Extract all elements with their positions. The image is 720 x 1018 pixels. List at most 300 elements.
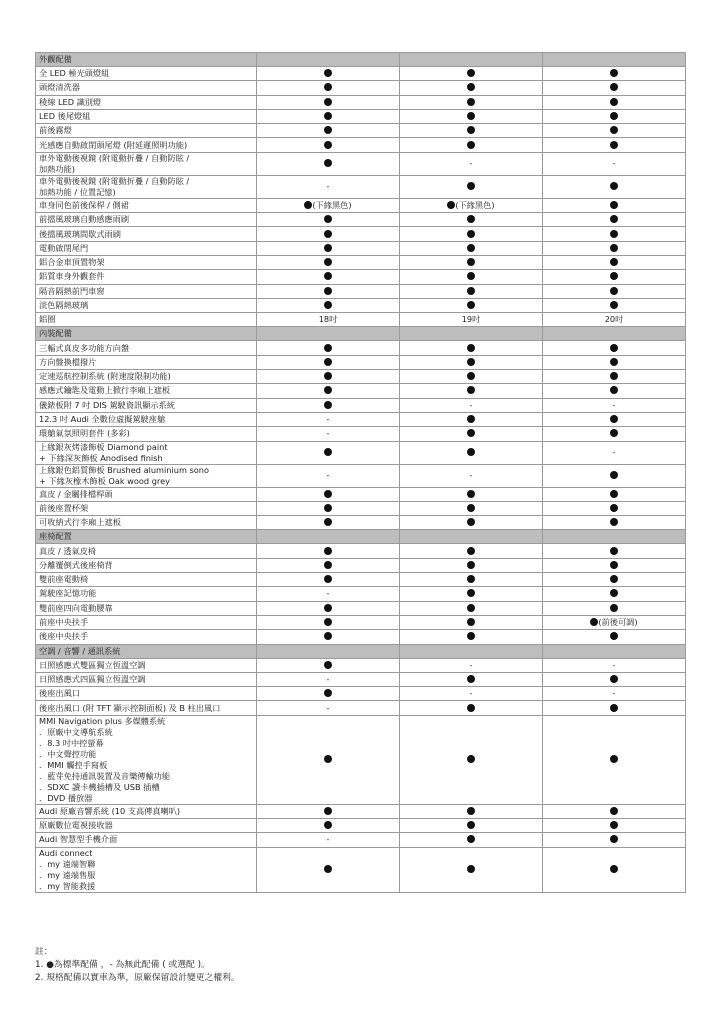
standard-dot-icon <box>324 244 332 252</box>
trim-value-cell <box>257 255 400 269</box>
feature-label: 車身同色前後保桿 / 側裙 <box>36 198 257 212</box>
trim-value-cell <box>257 833 400 847</box>
section-header-cell <box>543 53 686 67</box>
trim-value-cell <box>257 175 400 198</box>
standard-dot-icon <box>610 126 618 134</box>
standard-dot-icon <box>467 83 475 91</box>
section-header-row <box>36 53 686 67</box>
table-row <box>36 630 686 644</box>
standard-dot-icon <box>467 835 475 843</box>
trim-value-cell <box>400 255 543 269</box>
section-header-cell <box>400 530 543 544</box>
standard-dot-icon <box>610 69 618 77</box>
value-text: 18吋 <box>318 314 338 325</box>
feature-label: 日照感應式雙區獨立恆溫空調 <box>36 658 257 672</box>
value-text: 19吋 <box>461 314 481 325</box>
standard-dot-icon <box>467 141 475 149</box>
feature-label: 電動啟閉尾門 <box>36 241 257 255</box>
trim-value-cell <box>400 95 543 109</box>
trim-value-cell <box>543 109 686 123</box>
standard-dot-icon <box>467 821 475 829</box>
section-header-row <box>36 327 686 341</box>
trim-value-cell <box>400 587 543 601</box>
standard-dot-icon <box>324 344 332 352</box>
trim-value-cell <box>543 138 686 152</box>
feature-label: 儀錶板附 7 吋 DIS 駕駛資訊顯示系統 <box>36 398 257 412</box>
feature-label: 後擋風玻璃間歇式雨刷 <box>36 227 257 241</box>
trim-value-cell <box>543 67 686 81</box>
standard-dot-icon <box>467 504 475 512</box>
standard-dot-icon <box>324 504 332 512</box>
spec-table <box>35 52 686 893</box>
trim-value-cell <box>257 501 400 515</box>
table-row <box>36 255 686 269</box>
trim-value-cell <box>257 341 400 355</box>
standard-dot-icon <box>467 561 475 569</box>
trim-value-cell <box>400 124 543 138</box>
standard-dot-icon <box>467 69 475 77</box>
standard-dot-icon <box>467 518 475 526</box>
not-available-mark: - <box>469 660 473 670</box>
standard-dot-icon <box>467 182 475 190</box>
section-header-cell <box>400 327 543 341</box>
standard-dot-icon <box>467 258 475 266</box>
section-header-cell <box>257 53 400 67</box>
trim-value-cell <box>543 847 686 892</box>
standard-dot-icon <box>467 547 475 555</box>
standard-dot-icon <box>467 704 475 712</box>
feature-label: 光感應自動啟閉頭尾燈 (附延遲照明功能) <box>36 138 257 152</box>
standard-dot-icon <box>610 518 618 526</box>
not-available-mark: - <box>326 471 330 481</box>
feature-label: 雙前座電動椅 <box>36 573 257 587</box>
feature-label: 分離覆倒式後座椅背 <box>36 558 257 572</box>
trim-value-cell <box>543 124 686 138</box>
trim-value-cell <box>400 298 543 312</box>
trim-value-cell <box>543 818 686 832</box>
not-available-mark: - <box>469 471 473 481</box>
trim-value-cell <box>400 109 543 123</box>
feature-label: 方向盤換檔撥片 <box>36 355 257 369</box>
trim-value-cell <box>543 833 686 847</box>
standard-dot-icon <box>610 182 618 190</box>
trim-value-cell <box>400 284 543 298</box>
feature-label: 駕駛座記憶功能 <box>36 587 257 601</box>
trim-value-cell <box>257 672 400 686</box>
trim-value-cell <box>257 270 400 284</box>
trim-value-cell <box>543 255 686 269</box>
trim-value-cell <box>257 630 400 644</box>
trim-value-cell <box>257 109 400 123</box>
trim-value-cell <box>543 658 686 672</box>
feature-label: 車外電動後視鏡 (附電動折疊 / 自動防眩 / 加熱功能) <box>36 152 257 175</box>
trim-value-cell <box>543 715 686 804</box>
standard-dot-icon <box>610 604 618 612</box>
standard-dot-icon <box>610 490 618 498</box>
feature-label: 感應式鑰匙及電動上掀行李廂上遮板 <box>36 384 257 398</box>
standard-dot-icon <box>610 575 618 583</box>
feature-label: 日照感應式四區獨立恆溫空調 <box>36 672 257 686</box>
standard-dot-icon <box>467 429 475 437</box>
table-row <box>36 152 686 175</box>
standard-dot-icon <box>610 865 618 873</box>
standard-dot-icon <box>324 98 332 106</box>
feature-label: Audi connect ．my 遠端智聯 ．my 遠端售服 ．my 智能救援 <box>36 847 257 892</box>
trim-value-cell <box>400 67 543 81</box>
trim-value-cell <box>543 95 686 109</box>
table-row <box>36 658 686 672</box>
trim-value-cell <box>257 152 400 175</box>
standard-dot-icon <box>610 230 618 238</box>
table-row <box>36 701 686 715</box>
section-header-cell <box>543 327 686 341</box>
value-note: (下緣黑色) <box>312 199 352 210</box>
trim-value-cell <box>257 427 400 441</box>
not-available-mark: - <box>326 703 330 713</box>
table-row <box>36 81 686 95</box>
trim-value-cell <box>400 601 543 615</box>
feature-label: 可收納式行李廂上遮板 <box>36 516 257 530</box>
value-note: (前後可調) <box>598 617 638 628</box>
table-row <box>36 284 686 298</box>
trim-value-cell <box>543 227 686 241</box>
trim-value-cell <box>400 558 543 572</box>
feature-label: 後座出風口 <box>36 687 257 701</box>
trim-value-cell <box>400 384 543 398</box>
trim-value-cell <box>400 227 543 241</box>
standard-dot-icon <box>467 112 475 120</box>
trim-value-cell <box>543 573 686 587</box>
standard-dot-icon <box>324 490 332 498</box>
trim-value-cell <box>400 341 543 355</box>
not-available-mark: - <box>469 159 473 169</box>
section-header-cell <box>543 644 686 658</box>
trim-value-cell <box>400 427 543 441</box>
standard-dot-icon <box>324 159 332 167</box>
table-row <box>36 715 686 804</box>
trim-value-cell <box>400 398 543 412</box>
standard-dot-icon <box>467 244 475 252</box>
trim-value-cell <box>257 818 400 832</box>
trim-value-cell <box>257 198 400 212</box>
trim-value-cell <box>543 487 686 501</box>
trim-value-cell <box>543 558 686 572</box>
trim-value-cell <box>257 587 400 601</box>
standard-dot-icon <box>324 301 332 309</box>
table-row <box>36 487 686 501</box>
standard-dot-icon <box>467 415 475 423</box>
trim-value-cell <box>400 658 543 672</box>
feature-label: 前後座置杯架 <box>36 501 257 515</box>
table-row <box>36 227 686 241</box>
section-title: 內裝配備 <box>36 327 257 341</box>
not-available-mark: - <box>326 589 330 599</box>
trim-value-cell <box>257 715 400 804</box>
table-row <box>36 175 686 198</box>
standard-dot-icon <box>324 547 332 555</box>
trim-value-cell <box>257 370 400 384</box>
standard-dot-icon <box>324 272 332 280</box>
standard-dot-icon <box>324 358 332 366</box>
table-row <box>36 355 686 369</box>
feature-label: 12.3 吋 Audi 全數位虛擬駕駛座艙 <box>36 412 257 426</box>
table-row <box>36 298 686 312</box>
standard-dot-icon <box>610 589 618 597</box>
standard-dot-icon <box>610 287 618 295</box>
trim-value-cell <box>400 487 543 501</box>
table-row <box>36 427 686 441</box>
trim-value-cell <box>400 175 543 198</box>
standard-dot-icon <box>610 675 618 683</box>
standard-dot-icon <box>467 126 475 134</box>
standard-dot-icon <box>610 301 618 309</box>
standard-dot-icon <box>467 675 475 683</box>
standard-dot-icon <box>610 415 618 423</box>
feature-label: 前擋風玻璃自動感應雨刷 <box>36 213 257 227</box>
standard-dot-icon <box>324 287 332 295</box>
trim-value-cell <box>257 313 400 327</box>
trim-value-cell <box>400 441 543 464</box>
trim-value-cell <box>543 672 686 686</box>
section-header-cell <box>543 530 686 544</box>
standard-dot-icon <box>324 561 332 569</box>
not-available-mark: - <box>612 689 616 699</box>
trim-value-cell <box>543 464 686 487</box>
table-row <box>36 412 686 426</box>
footnote-heading: 註： <box>35 947 53 957</box>
trim-value-cell <box>400 544 543 558</box>
trim-value-cell <box>400 412 543 426</box>
standard-dot-icon <box>610 112 618 120</box>
trim-value-cell <box>400 270 543 284</box>
not-available-mark: - <box>612 660 616 670</box>
trim-value-cell <box>543 544 686 558</box>
trim-value-cell <box>400 370 543 384</box>
standard-dot-icon <box>324 755 332 763</box>
feature-label: Audi 原廠音響系統 (10 支高傳真喇叭) <box>36 804 257 818</box>
section-header-row <box>36 530 686 544</box>
feature-label: 頭燈清洗器 <box>36 81 257 95</box>
trim-value-cell <box>543 384 686 398</box>
trim-value-cell <box>400 313 543 327</box>
trim-value-cell <box>400 715 543 804</box>
trim-value-cell <box>257 687 400 701</box>
section-header-cell <box>257 530 400 544</box>
standard-dot-icon <box>610 547 618 555</box>
trim-value-cell <box>543 701 686 715</box>
table-row <box>36 847 686 892</box>
section-header-cell <box>400 644 543 658</box>
trim-value-cell <box>257 67 400 81</box>
standard-dot-icon <box>324 821 332 829</box>
trim-value-cell <box>257 487 400 501</box>
standard-dot-icon <box>610 429 618 437</box>
section-header-cell <box>257 327 400 341</box>
standard-dot-icon <box>467 372 475 380</box>
feature-label: 鋁質車身外觀套件 <box>36 270 257 284</box>
standard-dot-icon <box>324 372 332 380</box>
trim-value-cell <box>257 213 400 227</box>
standard-dot-icon <box>610 504 618 512</box>
trim-value-cell <box>543 370 686 384</box>
trim-value-cell <box>400 687 543 701</box>
feature-label: 三輻式真皮多功能方向盤 <box>36 341 257 355</box>
not-available-mark: - <box>326 674 330 684</box>
trim-value-cell <box>543 587 686 601</box>
trim-value-cell <box>543 213 686 227</box>
feature-label: 上緣銀色鋁質飾板 Brushed aluminium sono + 下緣灰橡木飾板 Oak wood grey <box>36 464 257 487</box>
trim-value-cell <box>543 298 686 312</box>
table-row <box>36 370 686 384</box>
standard-dot-icon <box>467 344 475 352</box>
feature-label: 全 LED 極光頭燈組 <box>36 67 257 81</box>
table-row <box>36 313 686 327</box>
table-row <box>36 213 686 227</box>
trim-value-cell <box>543 341 686 355</box>
trim-value-cell <box>400 501 543 515</box>
feature-label: 淡色隔熱玻璃 <box>36 298 257 312</box>
standard-dot-icon <box>324 141 332 149</box>
standard-dot-icon <box>610 141 618 149</box>
standard-dot-icon <box>610 835 618 843</box>
trim-value-cell <box>257 441 400 464</box>
table-row <box>36 464 686 487</box>
standard-dot-icon <box>324 807 332 815</box>
feature-label: 原廠數位電視接收器 <box>36 818 257 832</box>
table-row <box>36 95 686 109</box>
standard-dot-icon <box>610 386 618 394</box>
standard-dot-icon <box>324 448 332 456</box>
section-title: 空調 / 音響 / 通訊系統 <box>36 644 257 658</box>
standard-dot-icon <box>324 632 332 640</box>
standard-dot-icon <box>324 126 332 134</box>
trim-value-cell <box>257 701 400 715</box>
not-available-mark: - <box>326 429 330 439</box>
standard-dot-icon <box>610 244 618 252</box>
trim-value-cell <box>543 313 686 327</box>
not-available-mark: - <box>469 400 473 410</box>
standard-dot-icon <box>610 215 618 223</box>
value-note: (下緣黑色) <box>455 199 495 210</box>
trim-value-cell <box>257 124 400 138</box>
table-row <box>36 270 686 284</box>
trim-value-cell <box>543 427 686 441</box>
footnote-disclaimer: 2. 規格配備以實車為準，原廠保留設計變更之權利。 <box>35 973 240 983</box>
trim-value-cell <box>543 687 686 701</box>
trim-value-cell <box>400 630 543 644</box>
feature-label: MMI Navigation plus 多媒體系統 ．原廠中文導航系統 ．8.3 吋中控螢幕 ．中文聲控功能 ．MMI 觸控手寫板 ．藍芽免持通訊裝置及音樂傳輸功能 ．SDXC 讀卡機插槽及 USB 插槽 ．DVD 播放器 <box>36 715 257 804</box>
table-row <box>36 124 686 138</box>
feature-label: 真皮 / 透氣皮椅 <box>36 544 257 558</box>
feature-label: Audi 智慧型手機介面 <box>36 833 257 847</box>
standard-dot-icon <box>610 83 618 91</box>
feature-label: 前座中央扶手 <box>36 615 257 629</box>
footnote-legend: 1. ●為標準配備 ，- 為無此配備 ( 或選配 )。 <box>35 960 210 970</box>
standard-dot-icon <box>467 575 475 583</box>
spec-table-body <box>36 53 686 893</box>
trim-value-cell <box>400 847 543 892</box>
footnotes <box>35 946 685 985</box>
not-available-mark: - <box>326 415 330 425</box>
standard-dot-icon <box>610 372 618 380</box>
standard-dot-icon <box>610 632 618 640</box>
feature-label: 上緣銀灰烤漆飾板 Diamond paint + 下緣深灰飾板 Anodised finish <box>36 441 257 464</box>
not-available-mark: - <box>612 448 616 458</box>
feature-label: 定速巡航控制系統 (附速度限制功能) <box>36 370 257 384</box>
trim-value-cell <box>400 818 543 832</box>
standard-dot-icon <box>467 589 475 597</box>
trim-value-cell <box>257 95 400 109</box>
table-row <box>36 241 686 255</box>
trim-value-cell <box>400 81 543 95</box>
trim-value-cell <box>543 284 686 298</box>
not-available-mark: - <box>326 182 330 192</box>
trim-value-cell <box>543 412 686 426</box>
standard-dot-icon <box>610 258 618 266</box>
standard-dot-icon <box>610 821 618 829</box>
standard-dot-icon <box>467 301 475 309</box>
table-row <box>36 615 686 629</box>
standard-dot-icon <box>467 448 475 456</box>
table-row <box>36 672 686 686</box>
trim-value-cell <box>543 270 686 284</box>
trim-value-cell <box>400 355 543 369</box>
trim-value-cell <box>257 355 400 369</box>
standard-dot-icon <box>610 272 618 280</box>
table-row <box>36 67 686 81</box>
table-row <box>36 544 686 558</box>
not-available-mark: - <box>612 400 616 410</box>
standard-dot-icon <box>467 215 475 223</box>
trim-value-cell <box>257 558 400 572</box>
table-row <box>36 558 686 572</box>
standard-dot-icon <box>610 755 618 763</box>
standard-dot-icon <box>467 755 475 763</box>
standard-dot-icon <box>467 865 475 873</box>
trim-value-cell <box>400 804 543 818</box>
section-title: 外觀配備 <box>36 53 257 67</box>
trim-value-cell <box>257 284 400 298</box>
standard-dot-icon <box>467 618 475 626</box>
standard-dot-icon <box>467 604 475 612</box>
table-row <box>36 441 686 464</box>
standard-dot-icon <box>324 386 332 394</box>
trim-value-cell <box>400 241 543 255</box>
feature-label: 隔音隔熱前門車窗 <box>36 284 257 298</box>
trim-value-cell <box>543 175 686 198</box>
trim-value-cell <box>257 241 400 255</box>
standard-dot-icon <box>324 83 332 91</box>
feature-label: 前後霧燈 <box>36 124 257 138</box>
trim-value-cell <box>257 412 400 426</box>
feature-label: 後座出風口 (附 TFT 顯示控制面板) 及 B 柱出風口 <box>36 701 257 715</box>
trim-value-cell <box>543 501 686 515</box>
trim-value-cell <box>257 81 400 95</box>
table-row <box>36 501 686 515</box>
trim-value-cell <box>257 138 400 152</box>
trim-value-cell <box>257 847 400 892</box>
standard-dot-icon <box>467 98 475 106</box>
trim-value-cell <box>543 81 686 95</box>
trim-value-cell <box>257 804 400 818</box>
standard-dot-icon <box>324 258 332 266</box>
trim-value-cell <box>400 701 543 715</box>
trim-value-cell <box>257 227 400 241</box>
standard-dot-icon <box>324 661 332 669</box>
standard-dot-icon <box>610 561 618 569</box>
not-available-mark: - <box>612 159 616 169</box>
trim-value-cell <box>543 601 686 615</box>
